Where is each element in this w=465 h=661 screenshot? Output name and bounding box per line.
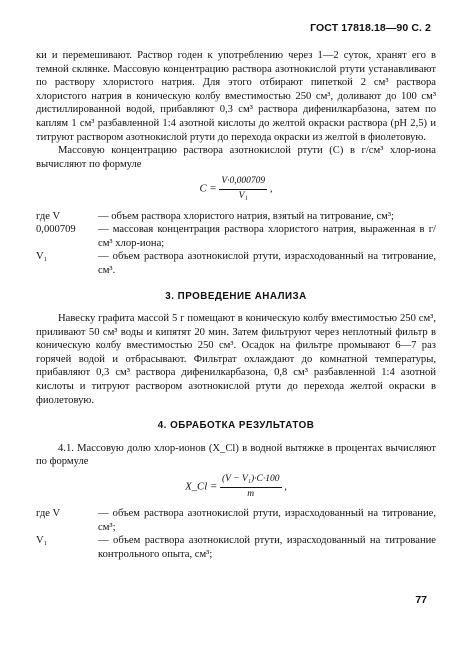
formula-lhs: X_Cl =: [185, 480, 218, 493]
definition-symbol: V₁: [36, 251, 48, 263]
formula-numerator: V·0,000709: [219, 175, 267, 190]
definition-item: [36, 210, 436, 224]
definition-symbol: где V: [36, 508, 61, 520]
section-heading-procedure: 3. ПРОВЕДЕНИЕ АНАЛИЗА: [165, 290, 307, 302]
paragraph-concentration-intro: Массовую концентрацию раствора азотнокислой ртути (C) в г/см³ хлор-иона вычисляют по формуле: [36, 145, 436, 170]
definition-item: [36, 250, 436, 277]
definition-symbol: где V: [36, 210, 61, 222]
definition-symbol: 0,000709: [36, 224, 76, 236]
definition-item: [36, 507, 436, 534]
formula-tail: ,: [284, 480, 287, 493]
formula-numerator: (V − V₁)·C·100: [220, 473, 282, 488]
formula-denominator: m: [247, 488, 255, 499]
document-body: [36, 49, 436, 566]
page-number: 77: [415, 594, 427, 606]
definitions-list-1: [36, 210, 436, 278]
definition-text: — объем раствора хлористого натрия, взятый на титрование, см³;: [98, 210, 394, 222]
formula-concentration: [36, 175, 436, 203]
formula-tail: ,: [269, 182, 273, 195]
definition-text: — объем раствора азотнокислой ртути, израсходованный на титрование, см³.: [98, 251, 436, 276]
definition-item: [36, 534, 436, 561]
formula-fraction: [219, 175, 267, 203]
definition-text: — объем раствора азотнокислой ртути, израсходованный на титрование контрольного опыта, см³;: [98, 535, 436, 560]
definition-text: — объем раствора азотнокислой ртути, израсходованный на титрование, см³;: [98, 508, 436, 533]
formula-denominator: V₁: [238, 190, 248, 201]
definition-item: [36, 223, 436, 250]
definition-symbol: V₁: [36, 535, 48, 547]
formula-lhs: C =: [199, 182, 217, 195]
paragraph-results-intro: 4.1. Массовую долю хлор-ионов (X_Cl) в водной вытяжке в процентах вычисляют по формуле: [36, 442, 436, 468]
formula-fraction: [220, 473, 282, 501]
paragraph-reagent-prep: ки и перемешивают. Раствор годен к употреблению через 1—2 суток, хранят его в темной склянке. Массовую концентрацию раствора азотнокислой ртути устанавливают по раствору хлористого натрия. Для этого отбирают пипеткой 2 см³ раствора хлористого натрия в коническую колбу вместимостью 250 см³, доливают до 100 см³ дистиллированной водой, прибавляют 0,3 см³ раствора дифенилкарбазона, затем по каплям 1 см³ разбавленной 1:4 азотной кислоты до желтой окраски раствора (pH 2,5) и титруют раствором азотнокислой ртути до перехода окраски из желтой в фиолетовую.: [36, 50, 436, 143]
formula-chloride: [36, 473, 436, 501]
section-heading-results: 4. ОБРАБОТКА РЕЗУЛЬТАТОВ: [157, 420, 315, 432]
page-header: ГОСТ 17818.18—90 С. 2: [310, 22, 431, 34]
definitions-list-2: [36, 507, 436, 561]
paragraph-procedure: Навеску графита массой 5 г помещают в коническую колбу вместимостью 250 см³, приливают 50 см³ воды и кипятят 20 мин. Затем фильтруют через неплотный фильтр в коническую колбу вместимостью 250 см³. Осадок на фильтре промывают 6—7 раз горячей водой и отбрасывают. Фильтрат охлаждают до комнатной температуры, прибавляют 0,3 см³ раствора дифенилкарбазона, 0,8 см³ разбавленной 1:4 азотной кислоты и титруют раствором азотнокислой ртути до перехода желтой окраски в фиолетовую.: [36, 313, 436, 406]
definition-text: — массовая концентрация раствора хлористого натрия, выраженная в г/см³ хлор-иона;: [98, 224, 436, 249]
